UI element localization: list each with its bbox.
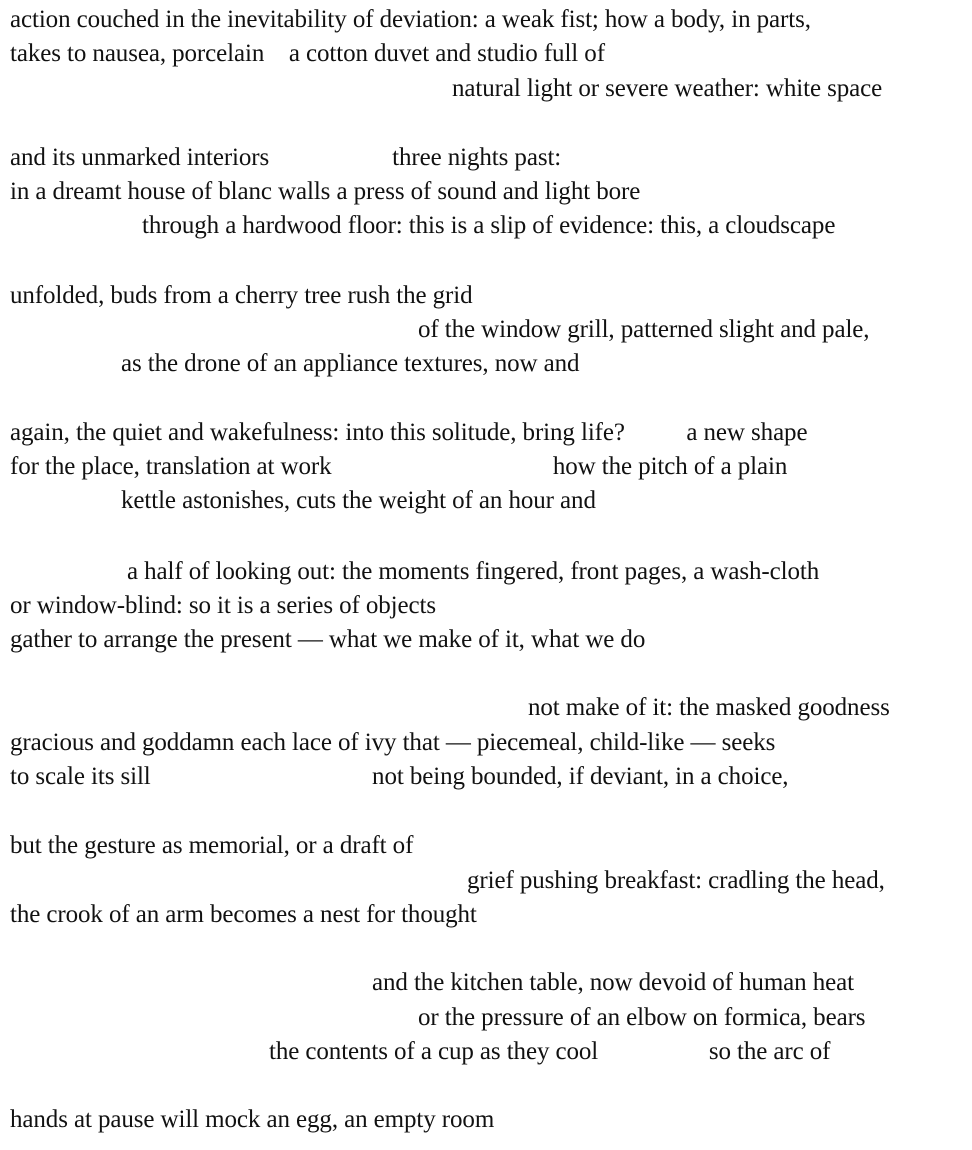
poem-line: unfolded, buds from a cherry tree rush the grid: [10, 282, 473, 309]
poem-line: of the window grill, patterned slight and pale,: [418, 316, 870, 343]
poem-line: the contents of a cup as they cool so the arc of: [269, 1038, 831, 1065]
poem-line: gracious and goddamn each lace of ivy that — piecemeal, child-like — seeks: [10, 729, 776, 756]
poem-line: for the place, translation at work how the pitch of a plain: [10, 453, 788, 480]
poem-line: hands at pause will mock an egg, an empty room: [10, 1106, 495, 1133]
poem-line: gather to arrange the present — what we make of it, what we do: [10, 626, 646, 653]
poem-line: through a hardwood floor: this is a slip of evidence: this, a cloudscape: [142, 212, 836, 239]
poem-line: and the kitchen table, now devoid of human heat: [372, 969, 854, 996]
poem-line: or window-blind: so it is a series of objects: [10, 592, 436, 619]
poem-line: takes to nausea, porcelain a cotton duvet and studio full of: [10, 40, 605, 67]
poem-line: in a dreamt house of blanc walls a press of sound and light bore: [10, 178, 641, 205]
poem-line: the crook of an arm becomes a nest for thought: [10, 901, 477, 928]
poem-line: as the drone of an appliance textures, now and: [121, 350, 580, 377]
poem-line: but the gesture as memorial, or a draft of: [10, 832, 414, 859]
poem-line: again, the quiet and wakefulness: into this solitude, bring life? a new shape: [10, 419, 808, 446]
poem-line: grief pushing breakfast: cradling the head,: [467, 867, 885, 894]
poem-line: not make of it: the masked goodness: [528, 694, 890, 721]
poem-line: kettle astonishes, cuts the weight of an hour and: [121, 487, 596, 514]
poem-line: or the pressure of an elbow on formica, bears: [418, 1004, 866, 1031]
poem-line: and its unmarked interiors three nights past:: [10, 144, 562, 171]
poem-line: to scale its sill not being bounded, if deviant, in a choice,: [10, 763, 789, 790]
poem-line: a half of looking out: the moments fingered, front pages, a wash-cloth: [127, 558, 820, 585]
poem-line: natural light or severe weather: white space: [452, 75, 883, 102]
poem-line: action couched in the inevitability of deviation: a weak fist; how a body, in parts,: [10, 6, 811, 33]
